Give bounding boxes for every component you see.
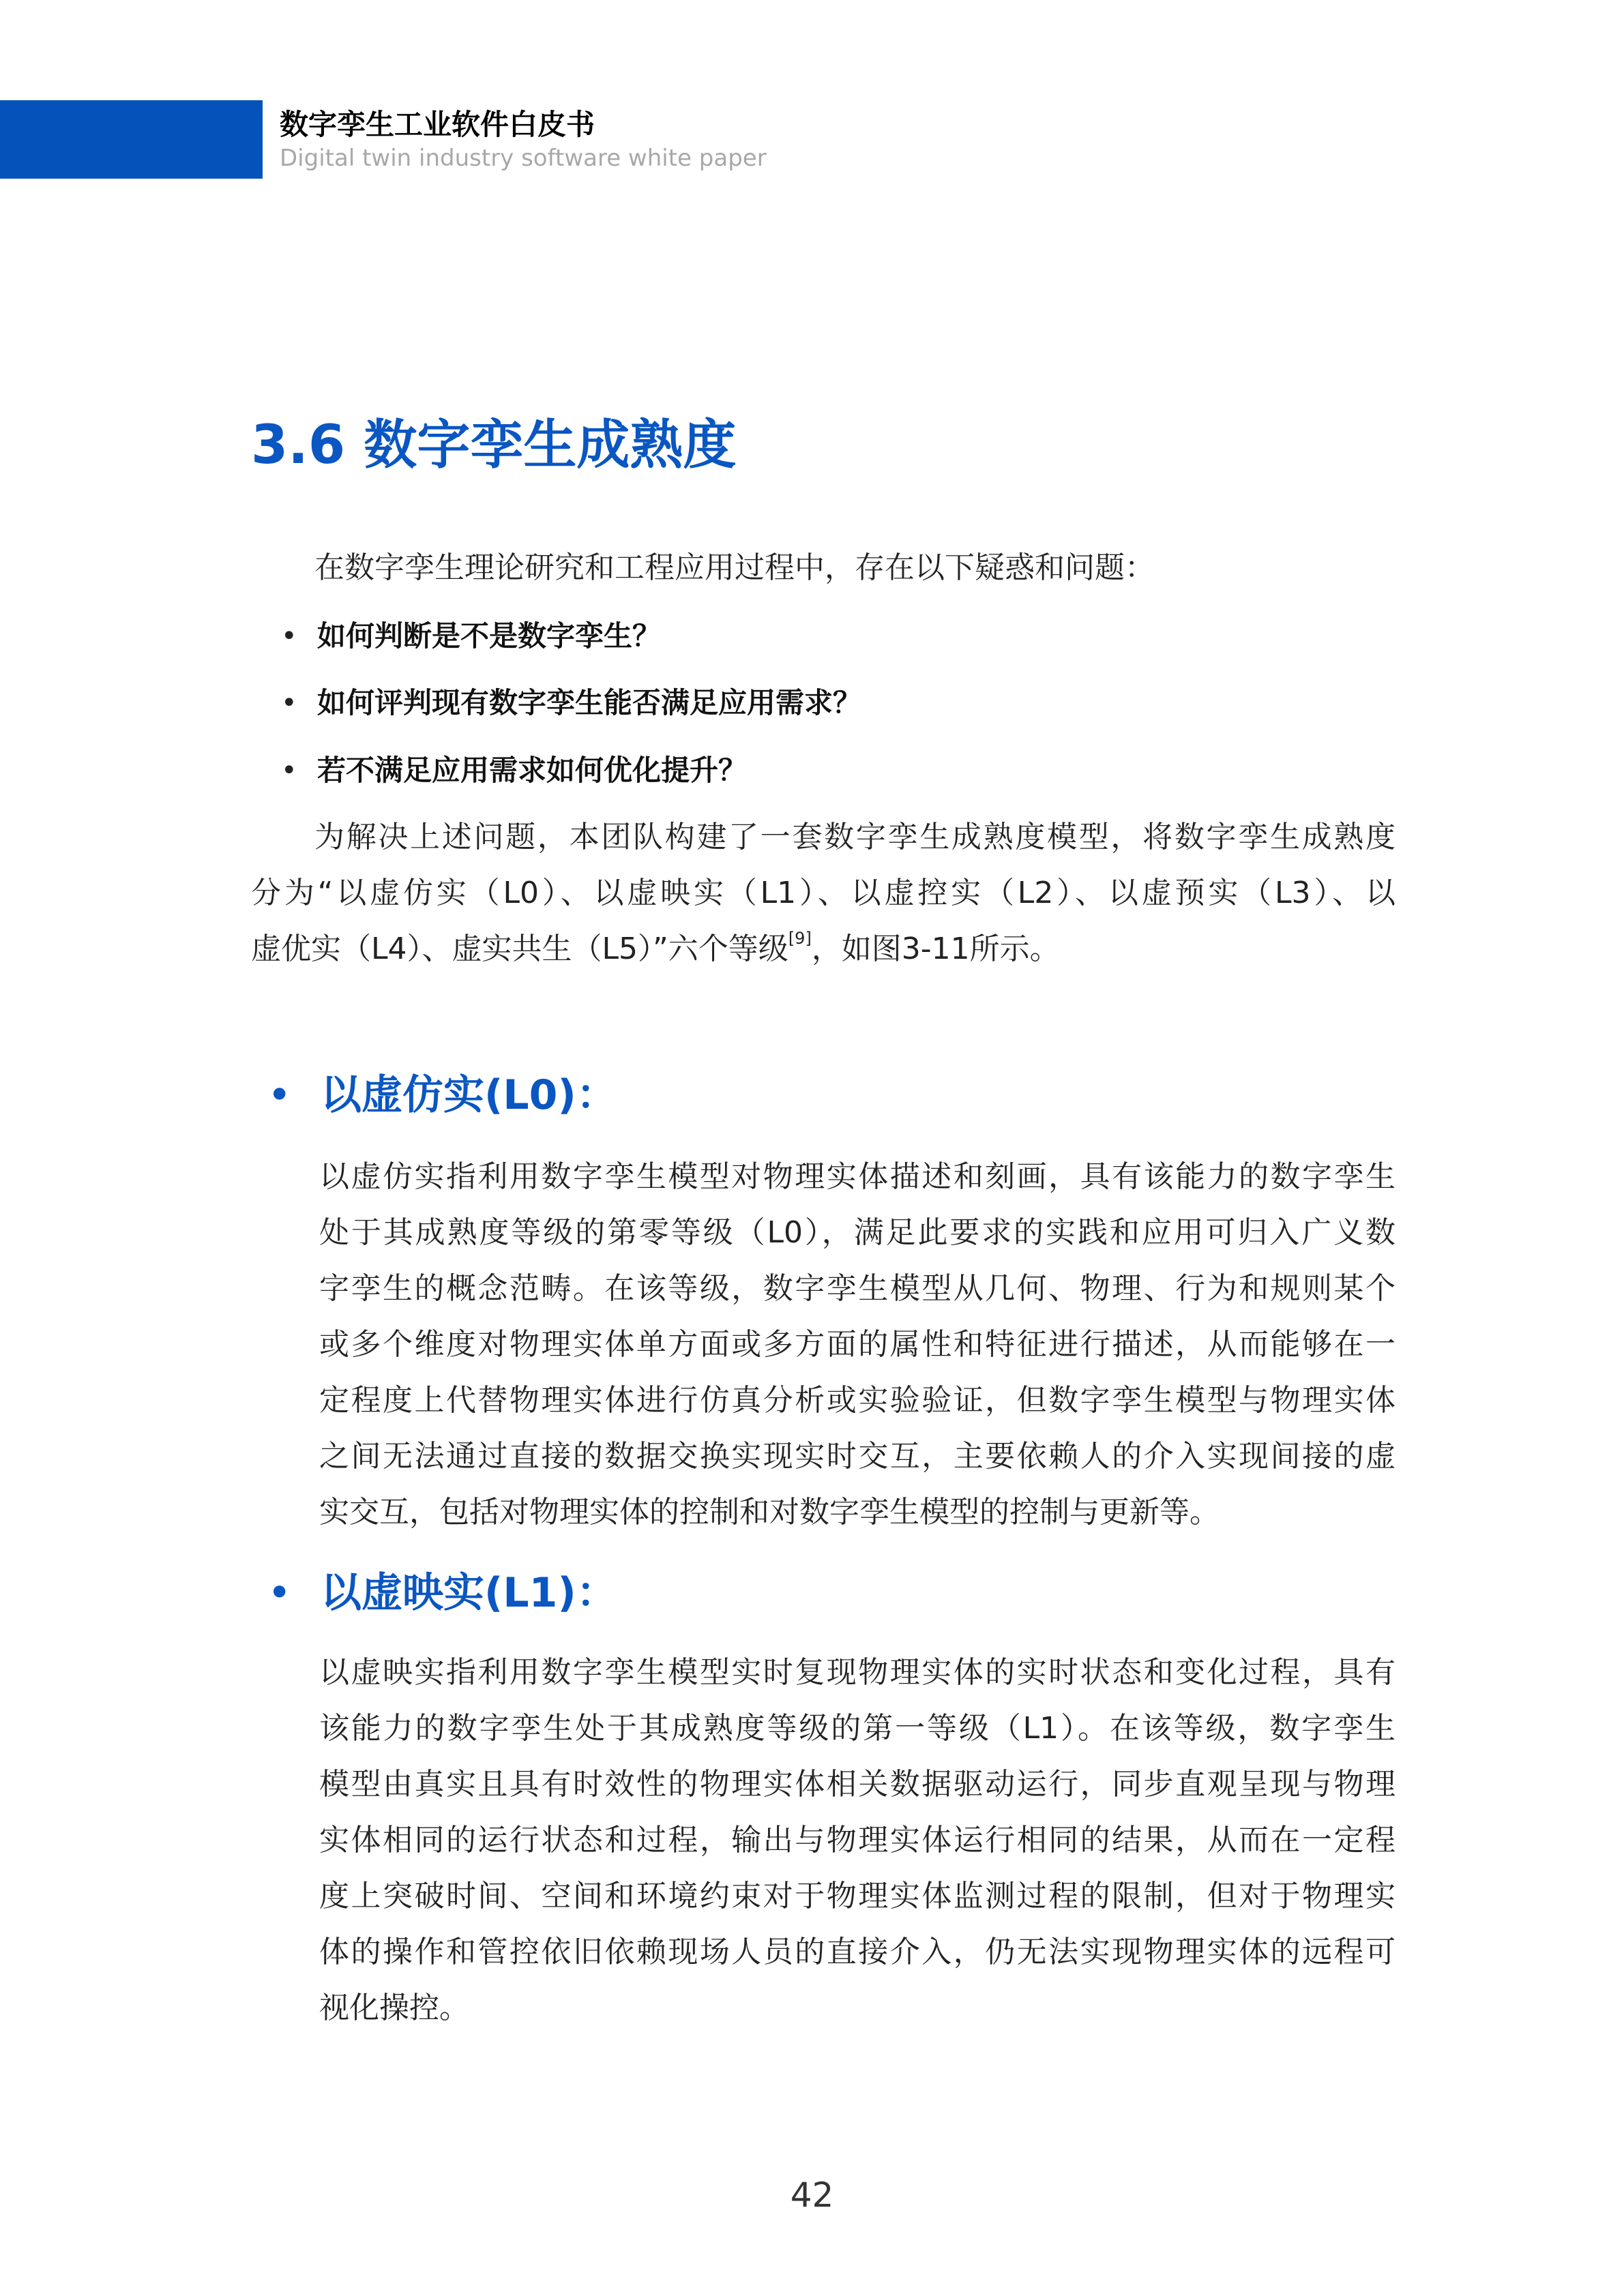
level-body-line: 处于其成熟度等级的第零等级（L0），满足此要求的实践和应用可归入广义数 xyxy=(319,1215,1396,1250)
level-body-line: 字孪生的概念范畴。在该等级，数字孪生模型从几何、物理、行为和规则某个 xyxy=(319,1271,1396,1306)
level-body-line: 之间无法通过直接的数据交换实现实时交互，主要依赖人的介入实现间接的虚 xyxy=(319,1439,1396,1474)
paragraph-text: ，如图3-11所示。 xyxy=(811,931,1060,966)
document-title: 数字孪生工业软件白皮书 xyxy=(280,108,595,141)
paragraph-line: 分为“以虚仿实（L0）、以虚映实（L1）、以虚控实（L2）、以虚预实（L3）、以 xyxy=(251,876,1396,910)
level-body-line: 或多个维度对物理实体单方面或多方面的属性和特征进行描述，从而能够在一 xyxy=(319,1327,1396,1362)
question-item: 若不满足应用需求如何优化提升？ xyxy=(317,754,748,787)
paragraph-text: 虚优实（L4）、虚实共生（L5）”六个等级 xyxy=(251,931,788,966)
intro-text: 在数字孪生理论研究和工程应用过程中，存在以下疑惑和问题： xyxy=(314,550,1155,585)
level-body-line: 以虚映实指利用数字孪生模型实时复现物理实体的实时状态和变化过程，具有 xyxy=(319,1655,1396,1690)
paragraph-line xyxy=(251,921,1060,977)
page-number: 42 xyxy=(790,2175,834,2215)
bullet-icon: • xyxy=(267,1569,292,1617)
level-body-line: 度上突破时间、空间和环境约束对于物理实体监测过程的限制，但对于物理实 xyxy=(319,1879,1396,1913)
paragraph-line: 为解决上述问题，本团队构建了一套数字孪生成熟度模型，将数字孪生成熟度 xyxy=(314,820,1396,854)
bullet-icon: • xyxy=(281,755,297,786)
question-item: 如何评判现有数字孪生能否满足应用需求？ xyxy=(317,686,862,719)
level-body-line: 定程度上代替物理实体进行仿真分析或实验验证，但数字孪生模型与物理实体 xyxy=(319,1383,1396,1418)
level-body-line: 体的操作和管控依旧依赖现场人员的直接介入，仍无法实现物理实体的远程可 xyxy=(319,1935,1396,1969)
citation-ref[interactable]: [9] xyxy=(788,929,812,948)
bullet-icon: • xyxy=(281,621,297,652)
level-body-line: 模型由真实且具有时效性的物理实体相关数据驱动运行，同步直观呈现与物理 xyxy=(319,1767,1396,1802)
bullet-icon: • xyxy=(267,1071,292,1119)
level-body-line: 以虚仿实指利用数字孪生模型对物理实体描述和刻画，具有该能力的数字孪生 xyxy=(319,1159,1396,1194)
level-body-line: 实体相同的运行状态和过程，输出与物理实体运行相同的结果，从而在一定程 xyxy=(319,1823,1396,1858)
level-body-line: 实交互，包括对物理实体的控制和对数字孪生模型的控制与更新等。 xyxy=(319,1495,1220,1530)
header-color-bar xyxy=(0,100,263,179)
question-item: 如何判断是不是数字孪生？ xyxy=(317,619,662,653)
bullet-icon: • xyxy=(281,687,297,719)
level-heading: 以虚仿实(L0)： xyxy=(321,1071,617,1119)
document-subtitle: Digital twin industry software white paper xyxy=(280,145,767,172)
section-title: 3.6 数字孪生成熟度 xyxy=(251,415,737,476)
level-body-line: 视化操控。 xyxy=(319,1991,469,2025)
level-heading: 以虚映实(L1)： xyxy=(321,1569,617,1617)
level-body-line: 该能力的数字孪生处于其成熟度等级的第一等级（L1）。在该等级，数字孪生 xyxy=(319,1711,1396,1746)
